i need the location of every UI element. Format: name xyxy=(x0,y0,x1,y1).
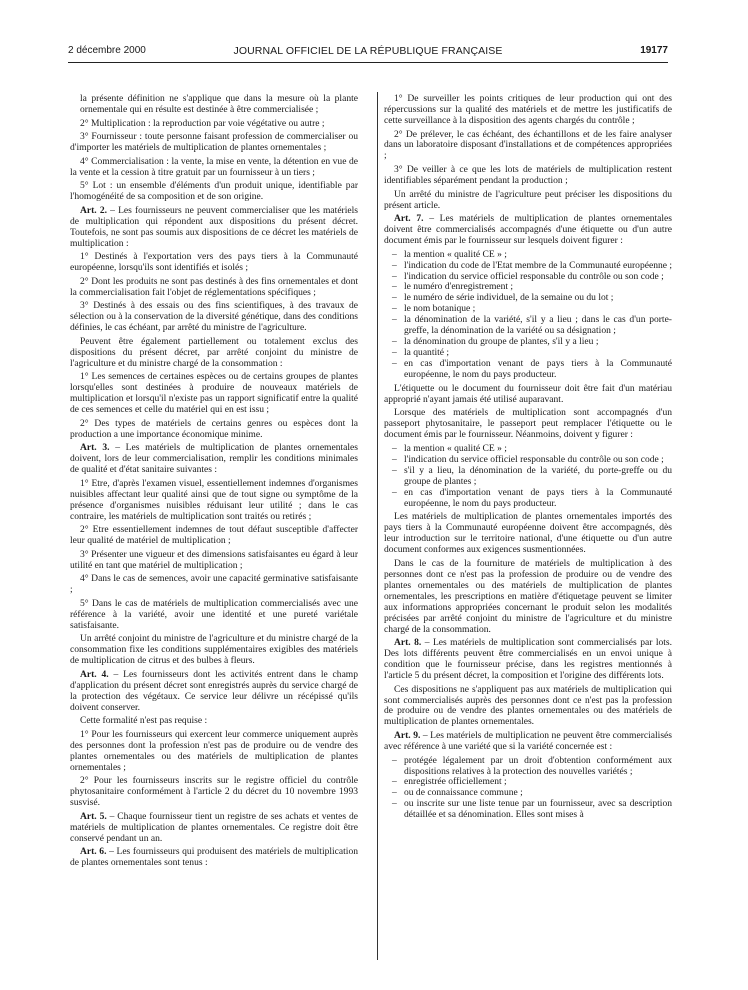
article-text: – Les matériels de multiplication sont commercialisés par lots. Des lots différents peuvent être commercialisés en un envoi unique à condition que le fournisseur précise, dans les registres mentionnés à l'article 5 du présent décret, la composition et l'origine des différents lots. xyxy=(384,637,672,681)
article-8 xyxy=(384,638,672,682)
list-dash: – xyxy=(392,336,397,348)
article-7 xyxy=(384,214,672,247)
paragraph: 2° Etre essentiellement indemnes de tout défaut susceptible d'affecter leur qualité de matériel de multiplication ; xyxy=(70,524,358,547)
list-item-text: le numéro d'enregistrement ; xyxy=(404,281,514,293)
paragraph: Les matériels de multiplication de plantes ornementales importés des pays tiers à la Communauté européenne doivent être accompagnés, dès leur introduction sur le territoire national, d'une étiquette ou d'un autre document conformes aux exigences susmentionnées. xyxy=(384,511,672,556)
article-text: – Chaque fournisseur tient un registre de ses achats et ventes de matériels de multiplication de plantes ornementales. Ce registre doit être conservé pendant un an. xyxy=(70,810,358,844)
list-dash: – xyxy=(392,248,397,260)
list-item xyxy=(384,466,672,488)
list-item xyxy=(384,756,672,778)
list-dash: – xyxy=(392,486,397,498)
list-item-text: l'indication du code de l'Etat membre de la Communauté européenne ; xyxy=(404,259,673,271)
list-item-text: ou inscrite sur une liste tenue par un fournisseur, avec sa description détaillée et sa dénomination. Elles sont mises à xyxy=(404,798,672,821)
paragraph: 2° Multiplication : la reproduction par voie végétative ou autre ; xyxy=(80,117,325,129)
list-dash: – xyxy=(392,303,397,315)
article-5 xyxy=(70,812,358,845)
passport-requirements-list xyxy=(384,444,672,510)
paragraph: Un arrêté conjoint du ministre de l'agriculture et du ministre chargé de la consommation fixe les conditions supplémentaires exigibles des matériels de multiplication de citrus et des bulbes à fleurs. xyxy=(70,633,358,667)
right-column xyxy=(384,94,672,824)
article-3 xyxy=(70,443,358,476)
article-text: – Les fournisseurs qui produisent des matériels de multiplication de plantes ornementales sont tenus : xyxy=(70,846,359,869)
list-dash: – xyxy=(392,281,397,293)
variety-conditions-list xyxy=(384,756,672,822)
article-text: – Les fournisseurs dont les activités entrent dans le champ d'application du présent décret sont enregistrés auprès du service chargé de la protection des végétaux. Ce service leur délivre un récépissé qu'ils doivent conserver. xyxy=(70,668,359,713)
article-label: Art. 4. xyxy=(80,668,109,680)
header-rule xyxy=(68,62,668,63)
page-number: 19177 xyxy=(640,45,668,56)
paragraph: 2° Pour les fournisseurs inscrits sur le registre officiel du contrôle phytosanitaire conformément à l'article 2 du décret du 10 novembre 1993 susvisé. xyxy=(70,775,358,809)
list-item-text: enregistrée officiellement ; xyxy=(404,776,507,788)
list-dash: – xyxy=(392,798,397,810)
list-dash: – xyxy=(392,464,397,476)
article-2 xyxy=(70,206,358,250)
article-label: Art. 6. xyxy=(80,846,107,858)
paragraph: 1° Les semences de certaines espèces ou de certains groupes de plantes lorsqu'elles sont destinées à produire de nouveaux matériels de multiplication et lorsqu'il n'existe pas un rapport significatif entre la qualité de ces semences et celle du matériel qui en est issu ; xyxy=(70,371,358,416)
paragraph: 1° Destinés à l'exportation vers des pays tiers à la Communauté européenne, lorsqu'ils sont identifiés et isolés ; xyxy=(70,251,358,274)
list-item-text: le nom botanique ; xyxy=(404,303,476,315)
list-item-text: la dénomination du groupe de plantes, s'il y a lieu ; xyxy=(404,336,599,348)
journal-title: JOURNAL OFFICIEL DE LA RÉPUBLIQUE FRANÇAISE xyxy=(233,45,503,57)
paragraph: 1° De surveiller les points critiques de leur production qui ont des répercussions sur la qualité des matériels et de mettre les justificatifs de cette surveillance à la disposition des agents chargés du contrôle ; xyxy=(384,93,672,126)
list-dash: – xyxy=(392,292,397,304)
page-header xyxy=(68,45,668,61)
list-item xyxy=(384,488,672,510)
paragraph: Cette formalité n'est pas requise : xyxy=(80,715,208,727)
paragraph: Lorsque des matériels de multiplication sont accompagnés d'un passeport phytosanitaire, le passeport peut remplacer l'étiquette ou le document émis par le fournisseur. Néanmoins, doivent y figurer : xyxy=(384,407,672,441)
list-item xyxy=(384,359,672,381)
label-requirements-list xyxy=(384,250,672,382)
paragraph: 3° De veiller à ce que les lots de matériels de multiplication restent identifiables séparément pendant la production ; xyxy=(384,164,672,186)
list-dash: – xyxy=(392,787,397,799)
list-dash: – xyxy=(392,259,397,271)
list-item xyxy=(384,799,672,821)
paragraph: 1° Etre, d'après l'examen visuel, essentiellement indemnes d'organismes nuisibles affectant leur qualité ainsi que de tout signe ou symptôme de la présence d'organismes nuisibles réduisant leur utilité ; dans le cas contraire, les matériels de multiplication sont traités ou retirés ; xyxy=(70,477,358,522)
paragraph: 5° Lot : un ensemble d'éléments d'un produit unique, identifiable par l'homogénéité de sa composition et de son origine. xyxy=(70,180,358,203)
paragraph: la présente définition ne s'applique que dans la mesure où la plante ornementale qui en résulte est destinée à être commercialisée ; xyxy=(80,93,358,115)
article-text: – Les fournisseurs ne peuvent commercialiser que les matériels de multiplication qui répondent aux dispositions du présent décret. Toutefois, ne sont pas soumis aux dispositions de ce décret les matériels de multiplication : xyxy=(70,204,358,249)
list-item-text: l'indication du service officiel responsable du contrôle ou son code ; xyxy=(404,453,664,465)
article-label: Art. 2. xyxy=(80,204,108,216)
paragraph: Ces dispositions ne s'appliquent pas aux matériels de multiplication qui sont commercialisés auprès des personnes dont ce n'est pas la profession de produire ou de vendre des plantes ornementales ou des matériels de multiplication de plantes ornementales. xyxy=(384,683,672,728)
list-item-text: la mention « qualité CE » ; xyxy=(404,442,507,454)
list-item xyxy=(384,315,672,337)
paragraph: 3° Destinés à des essais ou des fins scientifiques, à des travaux de sélection ou à la conservation de la diversité génétique, dans des conditions définies, le cas échéant, par arrêté du ministre de l'agriculture. xyxy=(70,300,358,334)
list-item-text: ou de connaissance commune ; xyxy=(404,787,523,799)
list-item-text: le numéro de série individuel, de la semaine ou du lot ; xyxy=(404,292,614,304)
list-item-text: la mention « qualité CE » ; xyxy=(404,248,507,260)
paragraph: 2° Dont les produits ne sont pas destinés à des fins ornementales et dont la commercialisation fait l'objet de réglementations spécifiques ; xyxy=(70,275,358,298)
paragraph: 3° Présenter une vigueur et des dimensions satisfaisantes eu égard à leur utilité en tant que matériel de multiplication ; xyxy=(70,548,358,571)
list-dash: – xyxy=(392,453,397,465)
article-4 xyxy=(70,670,358,714)
list-dash: – xyxy=(392,358,397,370)
article-label: Art. 8. xyxy=(394,637,422,649)
list-dash: – xyxy=(392,347,397,359)
header-date: 2 décembre 2000 xyxy=(68,45,146,56)
list-dash: – xyxy=(392,776,397,788)
paragraph: 3° Fournisseur : toute personne faisant profession de commercialiser ou d'importer les matériels de multiplication de plantes ornementales ; xyxy=(70,131,358,154)
paragraph: 2° Des types de matériels de certains genres ou espèces dont la production a une importance économique minime. xyxy=(70,417,358,440)
left-column xyxy=(70,94,358,872)
list-item-text: en cas d'importation venant de pays tiers à la Communauté européenne, le nom du pays producteur. xyxy=(404,486,672,509)
article-6 xyxy=(70,847,358,869)
list-item-text: la dénomination de la variété, s'il y a lieu ; dans le cas d'un porte-greffe, la dénomination de la variété ou sa désignation ; xyxy=(404,314,672,337)
list-item-text: protégée légalement par un droit d'obtention conformément aux dispositions relatives à la protection des nouvelles variétés ; xyxy=(404,754,672,777)
paragraph: 4° Commercialisation : la vente, la mise en vente, la détention en vue de la vente et la cession à titre gratuit par un fournisseur à un tiers ; xyxy=(70,155,358,178)
article-text: – Les matériels de multiplication ne peuvent être commercialisés avec référence à une variété que si la variété concernée est : xyxy=(384,730,672,752)
column-divider xyxy=(377,92,378,960)
list-dash: – xyxy=(392,270,397,282)
list-dash: – xyxy=(392,754,397,766)
list-item-text: la quantité ; xyxy=(404,347,450,359)
paragraph: Peuvent être également partiellement ou totalement exclus des dispositions du présent décret, par arrêté conjoint du ministre de l'agriculture et du ministre chargé de la consommation : xyxy=(70,335,358,369)
article-label: Art. 3. xyxy=(80,442,110,454)
article-text: – Les matériels de multiplication de plantes ornementales doivent, lors de leur commercialisation, remplir les conditions minimales de qualité et d'état sanitaire suivantes : xyxy=(70,442,358,476)
article-label: Art. 9. xyxy=(394,730,421,741)
paragraph: L'étiquette ou le document du fournisseur doit être fait d'un matériau approprié n'ayant jamais été utilisé auparavant. xyxy=(384,382,672,405)
list-dash: – xyxy=(392,314,397,326)
paragraph: 1° Pour les fournisseurs qui exercent leur commerce uniquement auprès des personnes dont la profession n'est pas de produire ou de vendre des plantes ornementales ou des matériels de multiplication de plantes ornementales ; xyxy=(70,728,358,773)
paragraph: 2° De prélever, le cas échéant, des échantillons et de les faire analyser dans un laboratoire disposant d'installations et de compétences appropriées ; xyxy=(384,128,672,162)
paragraph: Dans le cas de la fourniture de matériels de multiplication à des personnes dont ce n'est pas la profession de produire ou de vendre des plantes ornementales ou des matériels de multiplication de plantes ornementales, les prescriptions en matière d'étiquetage peuvent se limiter aux informations appropriées concernant le produit selon les modalités précisées par arrêté conjoint du ministre de l'agriculture et du ministre chargé de la consommation. xyxy=(384,557,672,635)
article-label: Art. 7. xyxy=(394,213,424,225)
list-item-text: s'il y a lieu, la dénomination de la variété, du porte-greffe ou du groupe de plantes ; xyxy=(404,464,672,487)
article-9 xyxy=(384,731,672,753)
list-item-text: en cas d'importation venant de pays tiers à la Communauté européenne, le nom du pays producteur. xyxy=(404,358,672,381)
paragraph: 5° Dans le cas de matériels de multiplication commercialisés avec une référence à la variété, avoir une identité et une pureté variétale satisfaisante. xyxy=(70,597,358,631)
list-dash: – xyxy=(392,442,397,454)
list-item-text: l'indication du service officiel responsable du contrôle ou son code ; xyxy=(404,270,664,282)
paragraph: Un arrêté du ministre de l'agriculture peut préciser les dispositions du présent article. xyxy=(384,188,672,211)
article-text: – Les matériels de multiplication de plantes ornementales doivent être commercialisés accompagnés d'une étiquette ou d'un autre document émis par le fournisseur sur lesquels doivent figurer : xyxy=(384,213,672,246)
article-label: Art. 5. xyxy=(80,810,107,822)
paragraph: 4° Dans le cas de semences, avoir une capacité germinative satisfaisante ; xyxy=(70,573,358,596)
